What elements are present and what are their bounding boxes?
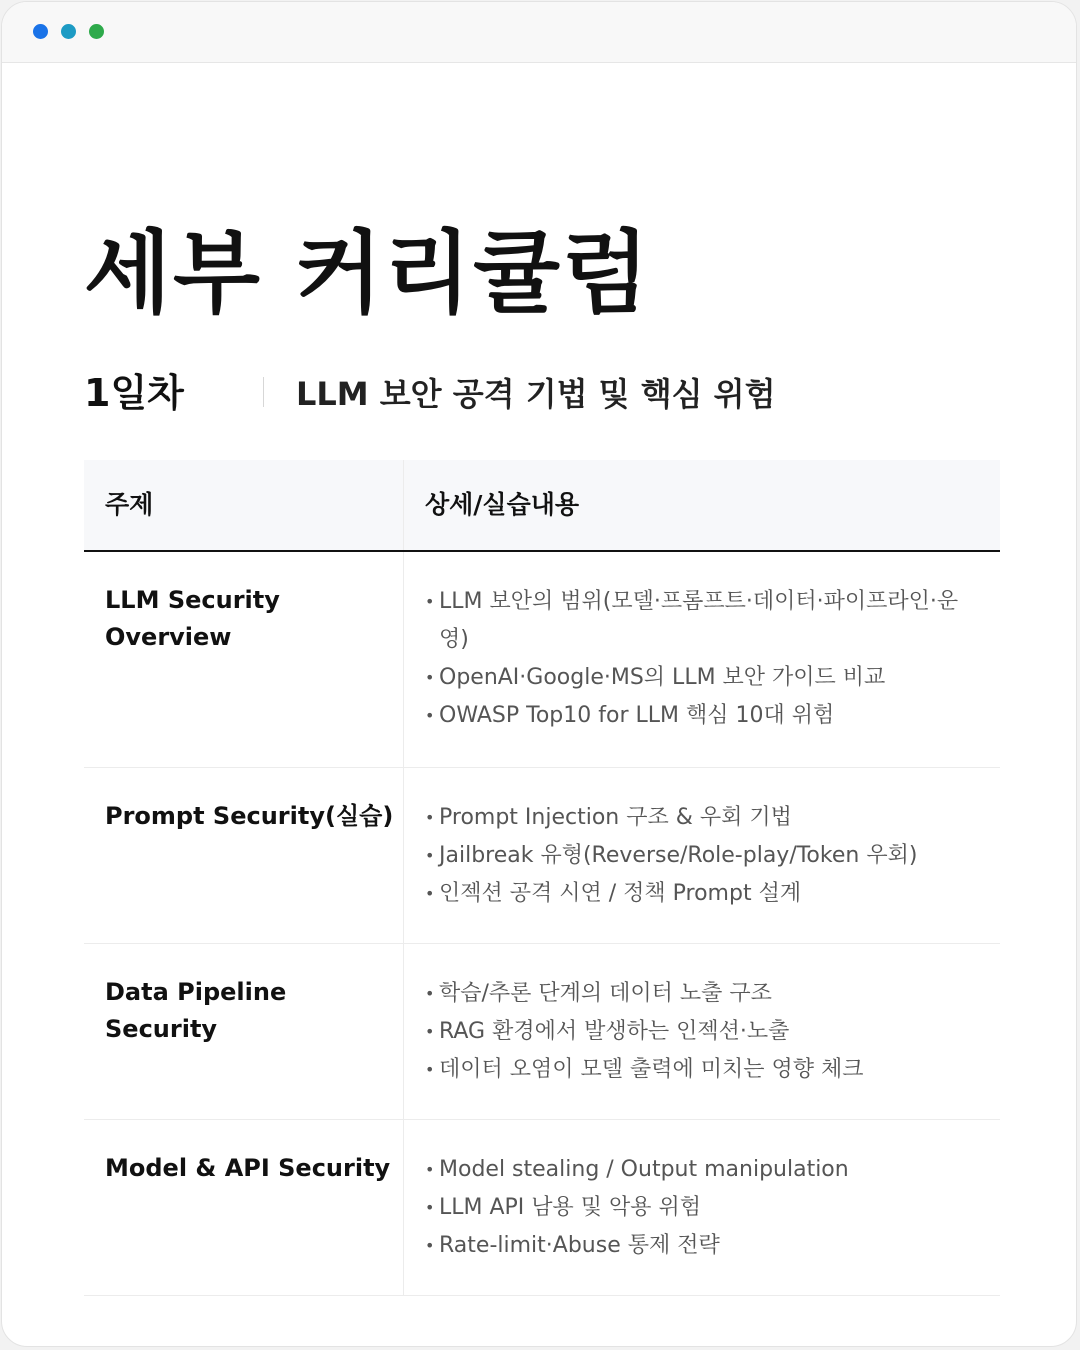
detail-list xyxy=(425,583,982,735)
list-item: • RAG 환경에서 발생하는 인젝션·노출 xyxy=(425,1013,982,1051)
table-row xyxy=(84,768,1000,944)
row-topic: LLM Security Overview xyxy=(105,586,280,651)
row-topic: Prompt Security(실습) xyxy=(105,802,394,830)
curriculum-table xyxy=(84,460,1000,1296)
row-topic: Model & API Security xyxy=(105,1154,391,1182)
list-item: • Prompt Injection 구조 & 우회 기법 xyxy=(425,799,982,837)
row-topic: Data Pipeline Security xyxy=(105,978,287,1043)
list-item: • LLM 보안의 범위(모델·프롬프트·데이터·파이프라인·운영) xyxy=(425,583,982,659)
list-item: • 인젝션 공격 시연 / 정책 Prompt 설계 xyxy=(425,875,982,913)
detail-list xyxy=(425,799,982,913)
minimize-window-button[interactable] xyxy=(61,24,76,39)
list-item: • Model stealing / Output manipulation xyxy=(425,1151,982,1189)
table-row xyxy=(84,552,1000,768)
table-row xyxy=(84,944,1000,1120)
list-item: • 데이터 오염이 모델 출력에 미치는 영향 체크 xyxy=(425,1051,982,1089)
day-subtitle: LLM 보안 공격 기법 및 핵심 위험 xyxy=(296,375,776,413)
header-topic: 주제 xyxy=(84,460,404,550)
list-item: • OWASP Top10 for LLM 핵심 10대 위험 xyxy=(425,697,982,735)
day-divider xyxy=(263,377,264,407)
detail-list xyxy=(425,975,982,1089)
table-header xyxy=(84,460,1000,552)
list-item: • Jailbreak 유형(Reverse/Role-play/Token 우회) xyxy=(425,837,982,875)
header-detail: 상세/실습내용 xyxy=(425,490,580,519)
list-item: • LLM API 남용 및 악용 위험 xyxy=(425,1189,982,1227)
maximize-window-button[interactable] xyxy=(89,24,104,39)
page-title: 세부 커리큘럼 xyxy=(84,221,651,327)
day-label: 1일차 xyxy=(84,371,184,415)
close-window-button[interactable] xyxy=(33,24,48,39)
table-row xyxy=(84,1120,1000,1296)
list-item: • OpenAI·Google·MS의 LLM 보안 가이드 비교 xyxy=(425,659,982,697)
window-titlebar xyxy=(2,2,1076,63)
app-window xyxy=(1,1,1077,1347)
list-item: • Rate-limit·Abuse 통제 전략 xyxy=(425,1227,982,1265)
list-item: • 학습/추론 단계의 데이터 노출 구조 xyxy=(425,975,982,1013)
detail-list xyxy=(425,1151,982,1265)
